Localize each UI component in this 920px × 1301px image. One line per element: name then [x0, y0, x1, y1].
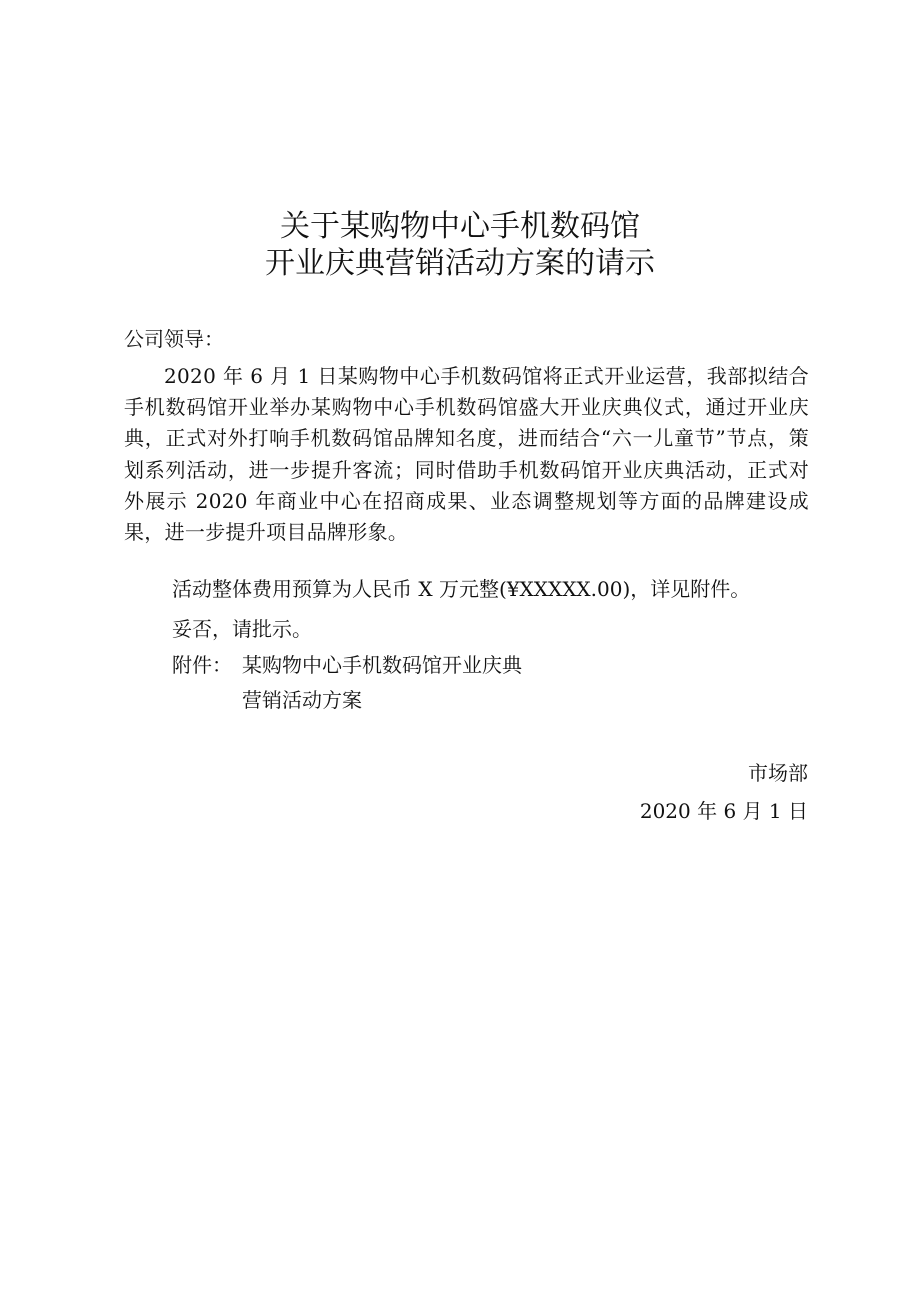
approval-request: 妥否，请批示。	[172, 617, 312, 641]
body-paragraph: 2020 年 6 月 1 日某购物中心手机数码馆将正式开业运营，我部拟结合手机数码馆开业举办某购物中心手机数码馆盛大开业庆典仪式，通过开业庆典，正式对外打响手机数码馆品牌知名度，进而结合“六一儿童节”节点，策划系列活动，进一步提升客流；同时借助手机数码馆开业庆典活动，正式对外展示 2020 年商业中心在招商成果、业态调整规划等方面的品牌建设成果，进一步提升项目品牌形象。	[124, 364, 809, 545]
budget-line: 活动整体费用预算为人民币 X 万元整(¥XXXXX.00)，详见附件。	[172, 577, 751, 601]
document-title-line-2: 开业庆典营销活动方案的请示	[265, 246, 655, 281]
attachment-label: 附件：	[172, 653, 232, 677]
attachment-title-line-1: 某购物中心手机数码馆开业庆典	[242, 653, 522, 677]
salutation: 公司领导：	[124, 327, 224, 351]
document-title-line-1: 关于某购物中心手机数码馆	[280, 209, 640, 244]
attachment-title-line-2: 营销活动方案	[242, 688, 362, 712]
signature-date: 2020 年 6 月 1 日	[639, 799, 808, 823]
signature-department: 市场部	[748, 761, 808, 785]
